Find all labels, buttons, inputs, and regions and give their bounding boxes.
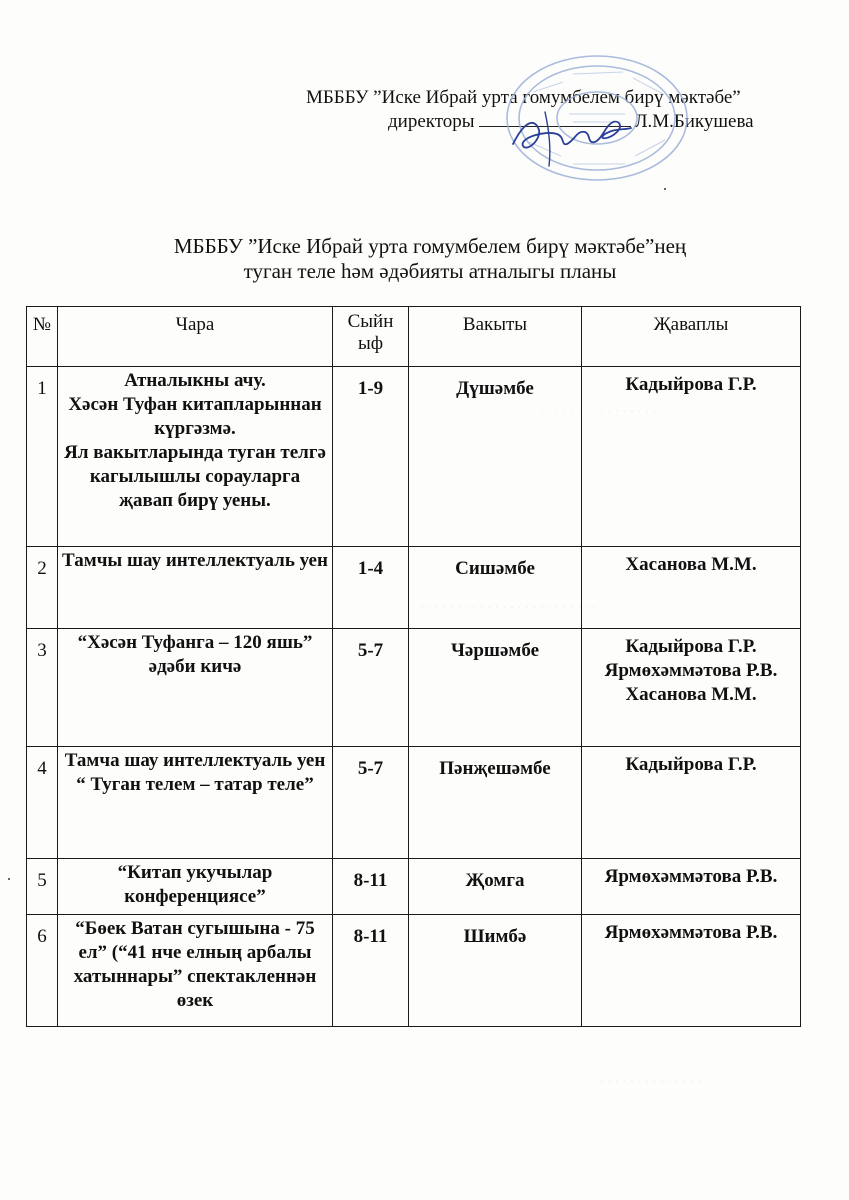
row-time: Сишәмбе <box>409 547 582 629</box>
row-responsible: Кадыйрова Г.Р. Ярмөхәммәтова Р.В. Хасанова М.М. <box>582 629 801 747</box>
row-grade: 1-4 <box>333 547 409 629</box>
row-num: 3 <box>27 629 58 747</box>
row-time: Дүшәмбе <box>409 367 582 547</box>
title-line-1: МБББУ ”Иске Ибрай урта гомумбелем бирү мәктәбе”нең <box>173 234 687 258</box>
header-grade: Сыйн ыф <box>333 307 409 367</box>
scan-speck <box>8 878 10 880</box>
row-num: 6 <box>27 915 58 1027</box>
row-activity: Тамча шау интеллектуаль уен “ Туган телем – татар теле” <box>58 747 333 859</box>
row-time: Шимбә <box>409 915 582 1027</box>
row-num: 2 <box>27 547 58 629</box>
row-time: Пәнҗешәмбе <box>409 747 582 859</box>
row-grade: 8-11 <box>333 859 409 915</box>
row-num: 1 <box>27 367 58 547</box>
header-responsible: Җаваплы <box>582 307 801 367</box>
handwritten-signature-icon <box>505 100 635 170</box>
header-activity: Чара <box>58 307 333 367</box>
row-num: 4 <box>27 747 58 859</box>
row-responsible: Ярмөхәммәтова Р.В. <box>582 859 801 915</box>
row-activity: “Бөек Ватан сугышына - 75 ел” (“41 нче елның арбалы хатыннары” спектакленнән өзек <box>58 915 333 1027</box>
title-line-2: туган теле һәм әдәбияты атналыгы планы <box>243 259 617 283</box>
document-title <box>100 234 760 284</box>
row-grade: 5-7 <box>333 629 409 747</box>
row-grade: 1-9 <box>333 367 409 547</box>
row-activity: Тамчы шау интеллектуаль уен <box>58 547 333 629</box>
show-through-texture <box>600 1070 701 1087</box>
table-row <box>27 547 801 629</box>
row-responsible: Хасанова М.М. <box>582 547 801 629</box>
header-time: Вакыты <box>409 307 582 367</box>
row-grade: 5-7 <box>333 747 409 859</box>
row-time: Чәршәмбе <box>409 629 582 747</box>
table-row <box>27 859 801 915</box>
table-row <box>27 367 801 547</box>
row-activity: “Хәсән Туфанга – 120 яшь” әдәби кичә <box>58 629 333 747</box>
approval-org-line: МБББУ ”Иске Ибрай урта гомумбелем бирү мәктәбе” <box>306 87 741 108</box>
row-activity: “Китап укучылар конференциясе” <box>58 859 333 915</box>
row-responsible: Ярмөхәммәтова Р.В. <box>582 915 801 1027</box>
row-num: 5 <box>27 859 58 915</box>
table-row <box>27 915 801 1027</box>
row-activity: Атналыкны ачу. Хәсән Туфан китапларыннан күргәзмә. Ял вакытларында туган телгә кагылышлы сорауларга җавап бирү уены. <box>58 367 333 547</box>
scan-speck <box>664 188 666 190</box>
table-row <box>27 747 801 859</box>
plan-table <box>26 306 801 1027</box>
table-row <box>27 629 801 747</box>
director-position-label: директоры <box>388 111 475 132</box>
row-grade: 8-11 <box>333 915 409 1027</box>
director-name: Л.М.Бикушева <box>634 111 754 132</box>
row-time: Җомга <box>409 859 582 915</box>
header-num: № <box>27 307 58 367</box>
row-responsible: Кадыйрова Г.Р. <box>582 747 801 859</box>
row-responsible: Кадыйрова Г.Р. <box>582 367 801 547</box>
table-header-row <box>27 307 801 367</box>
